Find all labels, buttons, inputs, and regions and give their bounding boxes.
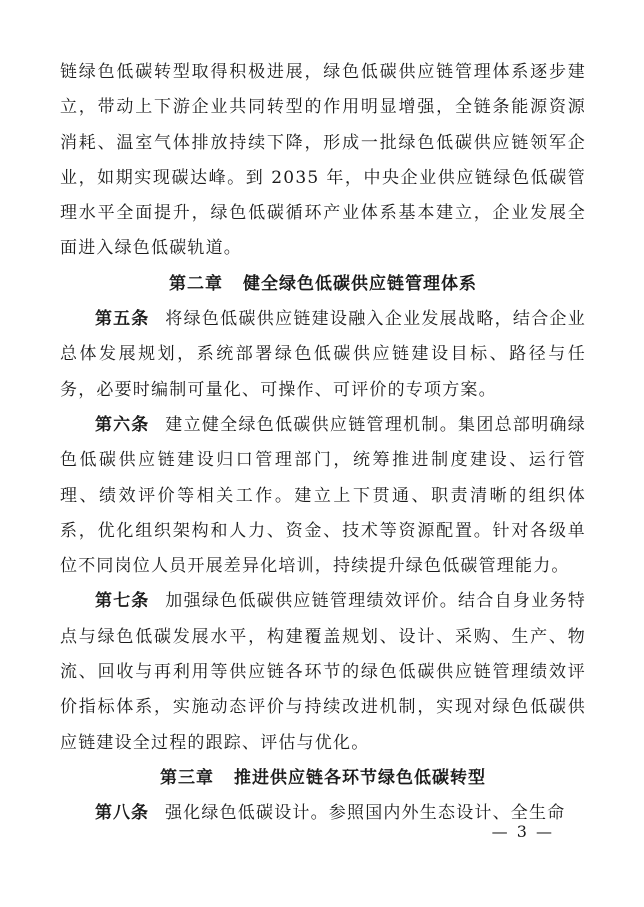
page-number: — 3 — — [491, 822, 554, 841]
chapter-3-title: 推进供应链各环节绿色低碳转型 — [234, 767, 486, 788]
chapter-2-number: 第二章 — [169, 273, 223, 294]
article-7-text: 加强绿色低碳供应链管理绩效评价。结合自身业务特点与绿色低碳发展水平，构建覆盖规划、设计、采购、生产、物流、回收与再利用等供应链各环节的绿色低碳供应链管理绩效评价指标体系，实施动态评价与持续改进机制，实现对绿色低碳供应链建设全过程的跟踪、评估与优化。 — [60, 591, 586, 753]
article-8-text: 强化绿色低碳设计。参照国内外生态设计、全生命 — [165, 803, 566, 824]
page-body — [60, 55, 586, 832]
chapter-2-title: 健全绿色低碳供应链管理体系 — [243, 273, 477, 294]
article-5-text: 将绿色低碳供应链建设融入企业发展战略，结合企业总体发展规划，系统部署绿色低碳供应链建设目标、路径与任务，必要时编制可量化、可操作、可评价的专项方案。 — [60, 309, 586, 400]
chapter-3-number: 第三章 — [160, 767, 214, 788]
article-7 — [60, 584, 586, 760]
article-7-label: 第七条 — [95, 591, 150, 612]
article-5-label: 第五条 — [95, 309, 150, 330]
article-6-label: 第六条 — [95, 414, 150, 435]
chapter-2-heading — [60, 267, 586, 302]
article-6 — [60, 408, 586, 584]
paragraph-continuation: 链绿色低碳转型取得积极进展，绿色低碳供应链管理体系逐步建立，带动上下游企业共同转型的作用明显增强，全链条能源资源消耗、温室气体排放持续下降，形成一批绿色低碳供应链领军企业，如期实现碳达峰。到 2035 年，中央企业供应链绿色低碳管理水平全面提升，绿色低碳循环产业体系基本建立，企业发展全面进入绿色低碳轨道。 — [60, 62, 586, 259]
article-8-label: 第八条 — [95, 803, 149, 824]
article-5 — [60, 302, 586, 408]
chapter-3-heading — [60, 761, 586, 796]
article-6-text: 建立健全绿色低碳供应链管理机制。集团总部明确绿色低碳供应链建设归口管理部门，统筹推进制度建设、运行管理、绩效评价等相关工作。建立上下贯通、职责清晰的组织体系，优化组织架构和人力、资金、技术等资源配置。针对各级单位不同岗位人员开展差异化培训，持续提升绿色低碳管理能力。 — [60, 414, 586, 577]
